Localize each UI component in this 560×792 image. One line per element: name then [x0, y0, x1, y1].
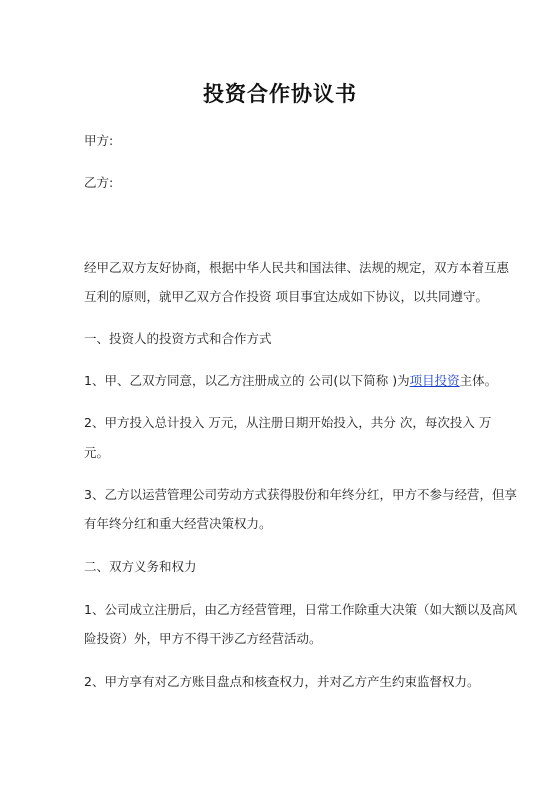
intro-paragraph-line-2: 互利的原则，就甲乙双方合作投资 项目事宜达成如下协议，以共同遵守。 [84, 289, 488, 304]
section-2-item-1-line-1: 1、公司成立注册后，由乙方经营管理，日常工作除重大决策（如大额以及高风 [84, 602, 517, 617]
intro-paragraph-line-1: 经甲乙双方友好协商，根据中华人民共和国法律、法规的规定，双方本着互惠 [84, 260, 510, 275]
section-1-item-1 [84, 372, 498, 390]
section-1-item-2-line-2: 元。 [84, 445, 110, 460]
section-1-item-1-text-pre: 1、甲、乙双方同意，以乙方注册成立的 公司(以下简称 )为 [84, 373, 410, 388]
section-2-item-1-line-2: 险投资）外，甲方不得干涉乙方经营活动。 [84, 631, 322, 646]
project-investment-link[interactable]: 项目投资 [409, 373, 460, 388]
document-title: 投资合作协议书 [203, 81, 357, 106]
party-b-label: 乙方: [84, 175, 114, 190]
section-1-item-3-line-1: 3、乙方以运营管理公司劳动方式获得股份和年终分红，甲方不参与经营，但享 [84, 487, 517, 502]
section-1-item-1-text-post: 主体。 [459, 373, 498, 388]
section-1-item-2-line-1: 2、甲方投入总计投入 万元，从注册日期开始投入，共分 次，每次投入 万 [84, 415, 492, 430]
party-a-label: 甲方: [84, 133, 114, 148]
section-1-heading: 一、投资人的投资方式和合作方式 [84, 331, 272, 346]
section-2-item-2-line-1: 2、甲方享有对乙方账目盘点和核查权力，并对乙方产生约束监督权力。 [84, 674, 480, 689]
section-2-heading: 二、双方义务和权力 [84, 559, 197, 574]
section-1-item-3-line-2: 有年终分红和重大经营决策权力。 [84, 516, 272, 531]
